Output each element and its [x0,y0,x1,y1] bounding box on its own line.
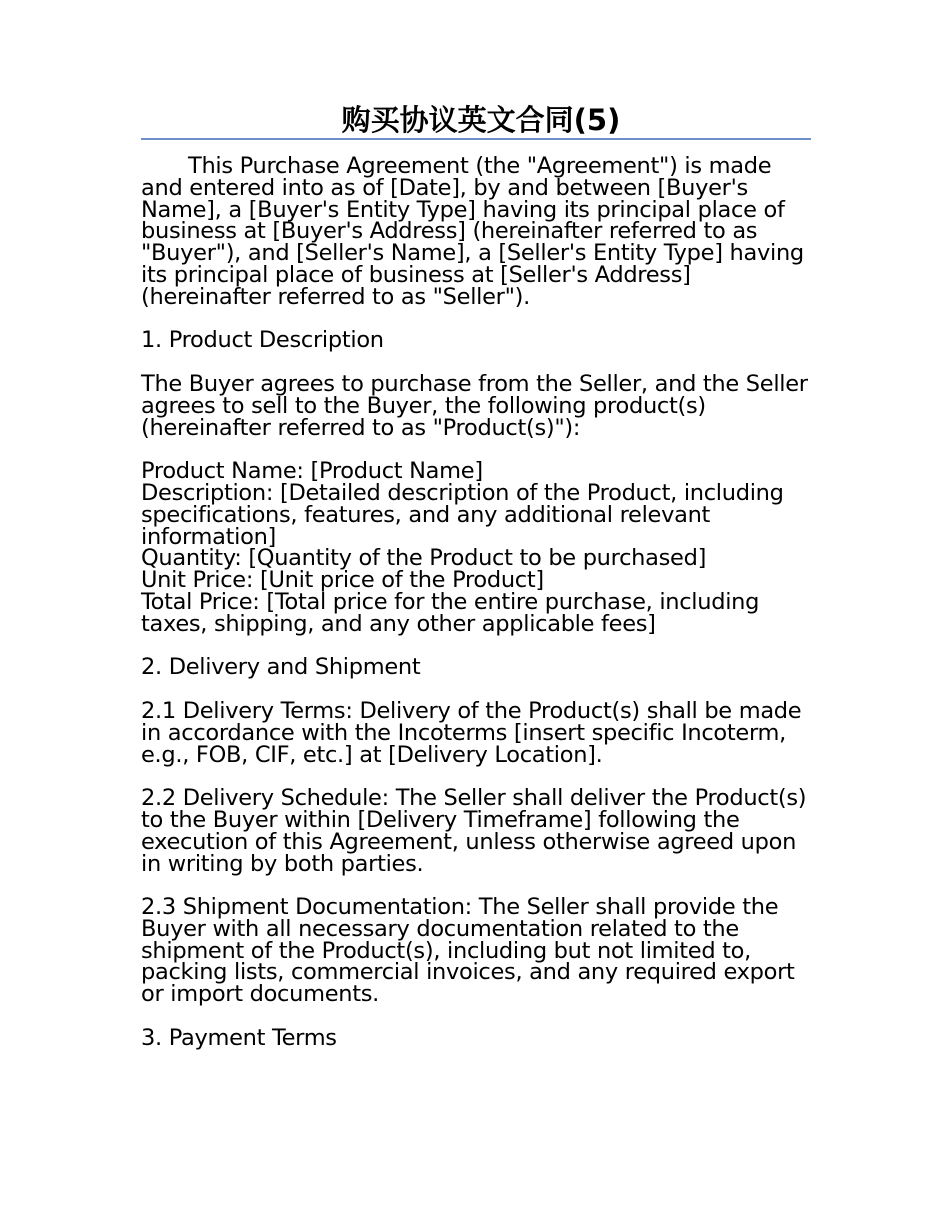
quantity-field: Quantity: [Quantity of the Product to be purchased] [141,545,707,572]
clause-2-2: 2.2 Delivery Schedule: The Seller shall deliver the Product(s) to the Buyer within [Delivery Timeframe] following the execution of this Agreement, unless otherwise agreed upon in writing by both parties. [141,785,807,877]
intro-paragraph: This Purchase Agreement (the "Agreement") is made and entered into as of [Date], by and between [Buyer's Name], a [Buyer's Entity Type] having its principal place of business at [Buyer's Address] (hereinafter referred to as "Buyer"), and [Seller's Name], a [Seller's Entity Type] having its principal place of business at [Seller's Address] (hereinafter referred to as "Seller"). [141,153,804,310]
unit-price-field: Unit Price: [Unit price of the Product] [141,567,544,594]
section-1-heading: 1. Product Description [141,327,384,354]
product-name-field: Product Name: [Product Name] [141,458,483,485]
description-field: Description: [Detailed description of the Product, including specifications, features, and any additional relevant information] [141,479,784,550]
section-1-paragraph: The Buyer agrees to purchase from the Seller, and the Seller agrees to sell to the Buyer, the following product(s) (hereinafter referred to as "Product(s)"): [141,370,808,441]
document-title: 购买协议英文合同(5) [341,103,621,137]
total-price-field: Total Price: [Total price for the entire purchase, including taxes, shipping, and any other applicable fees] [141,588,760,637]
section-3-heading: 3. Payment Terms [141,1024,337,1051]
section-2-heading: 2. Delivery and Shipment [141,654,421,681]
document-page [141,100,811,1050]
clause-2-1: 2.1 Delivery Terms: Delivery of the Product(s) shall be made in accordance with the Incoterms [insert specific Incoterm, e.g., FOB, CIF, etc.] at [Delivery Location]. [141,697,802,768]
clause-2-3: 2.3 Shipment Documentation: The Seller shall provide the Buyer with all necessary documentation related to the shipment of the Product(s), including but not limited to, packing lists, commercial invoices, and any required export or import documents. [141,894,795,1008]
